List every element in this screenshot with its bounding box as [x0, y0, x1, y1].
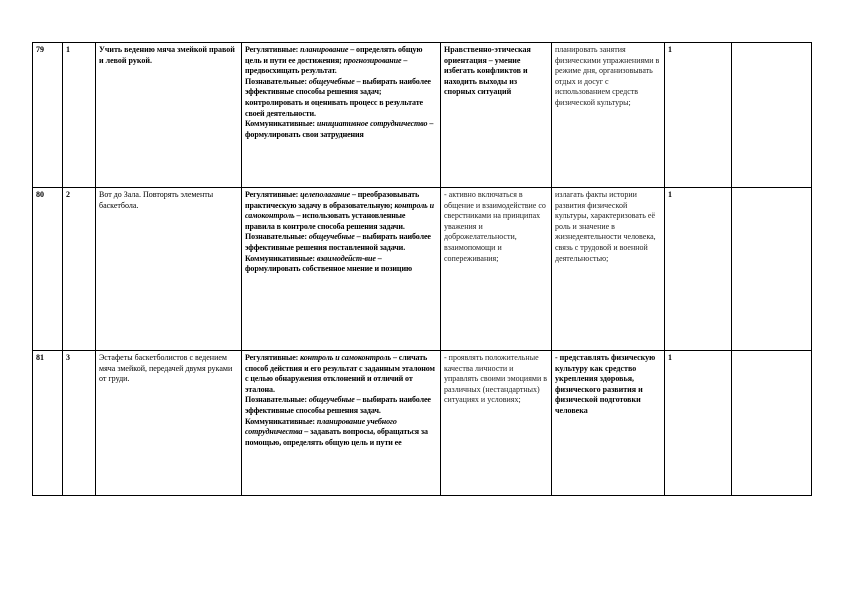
lesson-topic: Учить ведению мяча змейкой правой и левой рукой.	[96, 43, 242, 188]
uud-regulative: Регулятивные: планирование – определять общую цель и пути ее достижения; прогнозирование – предвосхищать результат.	[245, 45, 423, 76]
hours: 1	[665, 43, 732, 188]
uud-regulative: Регулятивные: контроль и самоконтроль – сличать способ действия и его результат с заданным эталоном с целью обнаружения отклонений и отличий от эталона.	[245, 353, 435, 394]
hours: 1	[665, 351, 732, 496]
subject-results: планировать занятия физическими упражнениями в режиме дня, организовывать отдых и досуг с использованием средств физической культуры;	[552, 43, 665, 188]
uud-cell	[242, 351, 441, 496]
uud-regulative: Регулятивные: целеполагание – преобразовывать практическую задачу в образовательную; контроль и самоконтроль – использовать установленные правила в контроле способа решения задачи.	[245, 190, 434, 231]
lesson-order: 1	[63, 43, 96, 188]
uud-cognitive: Познавательные: общеучебные – выбирать наиболее эффективные способы решения задач; контролировать и оценивать процесс в результате своей деятельности.	[245, 76, 431, 118]
empty-cell	[732, 188, 812, 351]
uud-cell	[242, 43, 441, 188]
uud-cognitive-communicative: Познавательные: общеучебные – выбирать наиболее эффективные способы решения задач. Коммуникативные: планирование учебного сотрудничества – задавать вопросы, обращаться за помощью, определять общую цель и пути ее	[245, 395, 431, 447]
personal-results: Нравственно-этическая ориентация – умение избегать конфликтов и находить выходы из спорных ситуаций	[441, 43, 552, 188]
lesson-number: 79	[33, 43, 63, 188]
subject-results: - представлять физическую культуру как средство укрепления здоровья, физического развития и физической подготовки человека	[552, 351, 665, 496]
personal-results: - проявлять положительные качества личности и управлять своими эмоциями в различных (нестандартных) ситуациях и условиях;	[441, 351, 552, 496]
lesson-topic: Эстафеты баскетболистов с ведением мяча змейкой, передачей двумя руками от груди.	[96, 351, 242, 496]
uud-communicative: Коммуникативные: инициативное сотрудничество – формулировать свои затруднения	[245, 119, 434, 139]
lesson-number: 80	[33, 188, 63, 351]
uud-communicative: Коммуникативные: взаимодейст-вие – формулировать собственное мнение и позицию	[245, 253, 412, 274]
table-row	[33, 43, 812, 188]
lesson-order: 2	[63, 188, 96, 351]
table-row	[33, 351, 812, 496]
uud-cell	[242, 188, 441, 351]
subject-results: излагать факты истории развития физической культуры, характеризовать её роль и значение в жизнедеятельности человека, связь с трудовой и военной деятельностью;	[552, 188, 665, 351]
empty-cell	[732, 43, 812, 188]
lesson-topic: Вот до Зала. Повторять элементы баскетбола.	[96, 188, 242, 351]
empty-cell	[732, 351, 812, 496]
lesson-number: 81	[33, 351, 63, 496]
table-row	[33, 188, 812, 351]
hours: 1	[665, 188, 732, 351]
lesson-plan-table	[32, 42, 812, 496]
personal-results: - активно включаться в общение и взаимодействие со сверстниками на принципах уважения и доброжелательности, взаимопомощи и сопереживания;	[441, 188, 552, 351]
lesson-order: 3	[63, 351, 96, 496]
uud-cognitive: Познавательные: общеучебные – выбирать наиболее эффективные решения поставленной задачи.	[245, 232, 431, 252]
